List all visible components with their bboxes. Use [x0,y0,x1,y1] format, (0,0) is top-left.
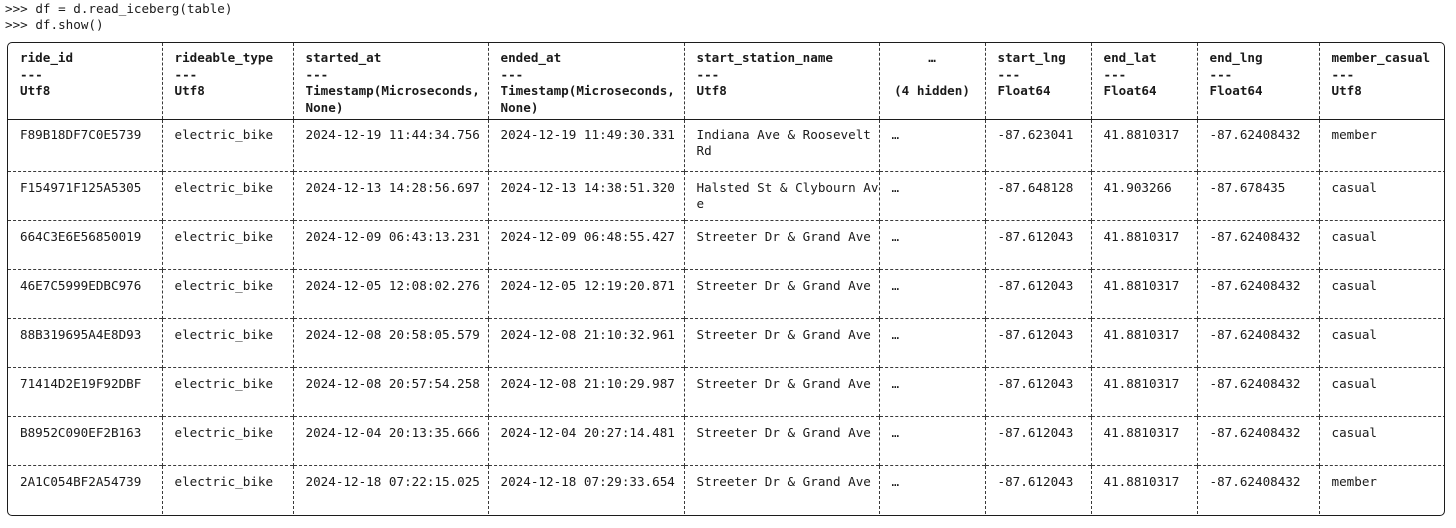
column-name: … [928,50,936,65]
cell-member-casual: member [1319,465,1445,514]
table-row [8,416,1445,465]
table-row [8,171,1445,220]
cell-start-station-name: Indiana Ave & Roosevelt Rd [684,119,879,171]
cell-ended-at: 2024-12-13 14:38:51.320 [488,171,684,220]
cell-started-at: 2024-12-08 20:58:05.579 [293,318,488,367]
column-dtype: Timestamp(Microseconds, None) [305,83,480,115]
cell-end-lat: 41.8810317 [1091,318,1197,367]
column-separator: --- [305,66,329,82]
cell-ride-id: F154971F125A5305 [8,171,162,220]
cell-start-station-name: Streeter Dr & Grand Ave [684,416,879,465]
cell-end-lat: 41.8810317 [1091,269,1197,318]
column-separator: --- [1103,66,1127,82]
cell-end-lng: -87.62408432 [1197,465,1319,514]
column-name: start_station_name [696,50,833,65]
cell-started-at: 2024-12-04 20:13:35.666 [293,416,488,465]
column-name: ride_id [20,50,74,65]
cell-end-lng: -87.678435 [1197,171,1319,220]
cell-ended-at: 2024-12-19 11:49:30.331 [488,119,684,171]
dataframe-table [8,43,1445,514]
table-row [8,220,1445,269]
cell-started-at: 2024-12-05 12:08:02.276 [293,269,488,318]
cell-ride-id: 46E7C5999EDBC976 [8,269,162,318]
column-header [1091,43,1197,119]
cell-hidden-ellipsis: … [879,119,985,171]
cell-started-at: 2024-12-08 20:57:54.258 [293,367,488,416]
cell-started-at: 2024-12-13 14:28:56.697 [293,171,488,220]
cell-hidden-ellipsis: … [879,416,985,465]
column-separator: --- [1331,66,1355,82]
cell-started-at: 2024-12-19 11:44:34.756 [293,119,488,171]
column-name: started_at [305,50,382,65]
cell-ended-at: 2024-12-04 20:27:14.481 [488,416,684,465]
column-header [488,43,684,119]
column-header [1319,43,1445,119]
cell-start-lng: -87.623041 [985,119,1091,171]
cell-ended-at: 2024-12-18 07:29:33.654 [488,465,684,514]
table-row [8,367,1445,416]
cell-end-lat: 41.8810317 [1091,465,1197,514]
cell-end-lng: -87.62408432 [1197,416,1319,465]
column-name: member_casual [1331,50,1431,65]
cell-start-station-name: Streeter Dr & Grand Ave [684,220,879,269]
column-separator: --- [1209,66,1233,82]
cell-hidden-ellipsis: … [879,220,985,269]
header-row [8,43,1445,119]
cell-end-lng: -87.62408432 [1197,119,1319,171]
column-dtype: Float64 [1103,83,1157,98]
cell-ended-at: 2024-12-09 06:48:55.427 [488,220,684,269]
column-separator: --- [500,66,524,82]
cell-end-lat: 41.8810317 [1091,416,1197,465]
cell-start-station-name: Streeter Dr & Grand Ave [684,465,879,514]
cell-start-station-name: Streeter Dr & Grand Ave [684,269,879,318]
cell-rideable-type: electric_bike [162,465,293,514]
cell-member-casual: casual [1319,367,1445,416]
column-dtype: Float64 [1209,83,1263,98]
cell-start-station-name: Halsted St & Clybourn Ave [684,171,879,220]
column-dtype: Timestamp(Microseconds, None) [500,83,675,115]
cell-started-at: 2024-12-09 06:43:13.231 [293,220,488,269]
cell-ride-id: 664C3E6E56850019 [8,220,162,269]
cell-end-lng: -87.62408432 [1197,318,1319,367]
cell-started-at: 2024-12-18 07:22:15.025 [293,465,488,514]
cell-start-lng: -87.612043 [985,465,1091,514]
table-row [8,318,1445,367]
column-name: end_lng [1209,50,1263,65]
column-name: end_lat [1103,50,1157,65]
column-name: ended_at [500,50,562,65]
cell-end-lat: 41.8810317 [1091,119,1197,171]
cell-end-lat: 41.903266 [1091,171,1197,220]
column-separator: --- [696,66,720,82]
cell-hidden-ellipsis: … [879,318,985,367]
cell-ride-id: 88B319695A4E8D93 [8,318,162,367]
column-dtype: Float64 [997,83,1051,98]
column-name: start_lng [997,50,1066,65]
column-header [985,43,1091,119]
cell-end-lat: 41.8810317 [1091,220,1197,269]
cell-hidden-ellipsis: … [879,367,985,416]
cell-ride-id: 71414D2E19F92DBF [8,367,162,416]
column-header [162,43,293,119]
cell-ride-id: F89B18DF7C0E5739 [20,126,142,142]
column-header [684,43,879,119]
column-dtype: Utf8 [1331,83,1362,98]
cell-start-station-name: Streeter Dr & Grand Ave [684,318,879,367]
cell-ride-id: 2A1C054BF2A54739 [8,465,162,514]
cell-hidden-ellipsis: … [879,269,985,318]
cell-end-lng: -87.62408432 [1197,220,1319,269]
hidden-columns-header [879,43,985,119]
table-row [8,465,1445,514]
cell-start-station-name: Streeter Dr & Grand Ave [684,367,879,416]
cell-member-casual: casual [1319,416,1445,465]
cell-rideable-type: electric_bike [162,318,293,367]
cell-start-lng: -87.612043 [985,220,1091,269]
cell-end-lat: 41.8810317 [1091,367,1197,416]
cell-member-casual: casual [1319,318,1445,367]
cell-member-casual: casual [1319,269,1445,318]
cell-ended-at: 2024-12-08 21:10:32.961 [488,318,684,367]
cell-rideable-type: electric_bike [162,367,293,416]
table-row [8,119,1445,171]
hidden-count: (4 hidden) [894,83,970,98]
cell-start-lng: -87.612043 [985,416,1091,465]
cell-member-casual: casual [1319,220,1445,269]
cell-start-lng: -87.612043 [985,367,1091,416]
cell-start-lng: -87.612043 [985,269,1091,318]
cell-hidden-ellipsis: … [879,171,985,220]
column-header [1197,43,1319,119]
console-line-df-show: >>> df.show() [5,17,104,32]
column-dtype: Utf8 [174,83,205,98]
cell-rideable-type: electric_bike [162,416,293,465]
column-dtype: Utf8 [696,83,727,98]
cell-rideable-type: electric_bike [162,119,293,171]
column-header [8,43,162,119]
cell-start-lng: -87.612043 [985,318,1091,367]
column-separator: --- [20,66,43,82]
cell-hidden-ellipsis: … [879,465,985,514]
cell-ended-at: 2024-12-08 21:10:29.987 [488,367,684,416]
column-separator: --- [174,66,198,82]
cell-rideable-type: electric_bike [162,269,293,318]
cell-member-casual: casual [1319,171,1445,220]
console-line-read-iceberg: >>> df = d.read_iceberg(table) [5,1,233,16]
table-row [8,269,1445,318]
column-header [293,43,488,119]
dataframe-table-frame [7,42,1445,516]
column-name: rideable_type [174,50,274,65]
cell-member-casual: member [1319,119,1445,171]
cell-rideable-type: electric_bike [162,171,293,220]
cell-rideable-type: electric_bike [162,220,293,269]
column-dtype: Utf8 [20,83,51,98]
cell-start-lng: -87.648128 [985,171,1091,220]
cell-ride-id: B8952C090EF2B163 [8,416,162,465]
column-separator: --- [997,66,1021,82]
cell-end-lng: -87.62408432 [1197,367,1319,416]
cell-ended-at: 2024-12-05 12:19:20.871 [488,269,684,318]
cell-end-lng: -87.62408432 [1197,269,1319,318]
